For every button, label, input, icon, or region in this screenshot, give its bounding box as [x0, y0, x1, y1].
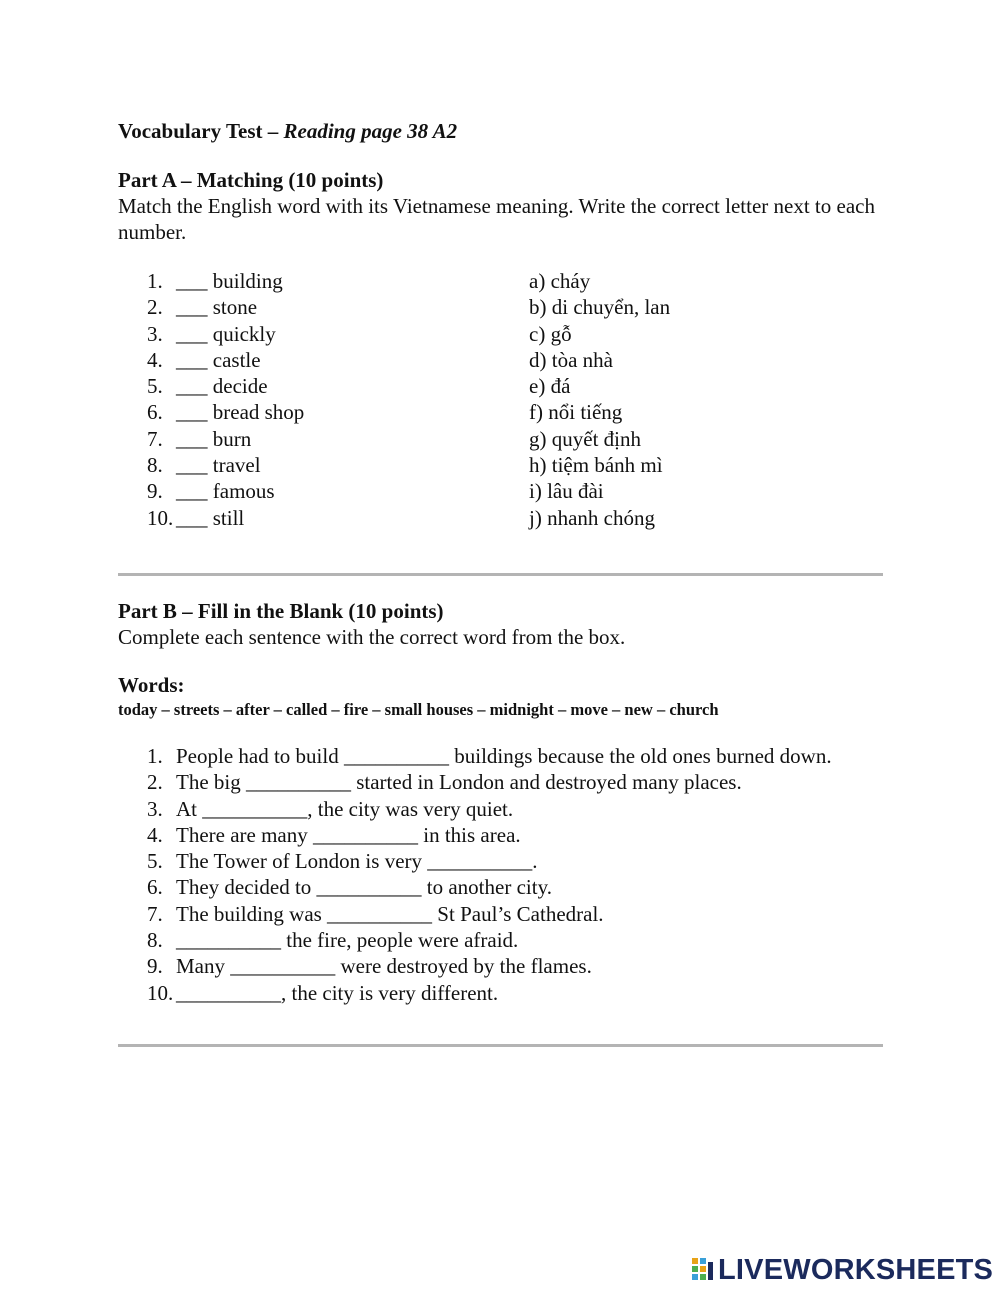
- meaning-item: e) đá: [529, 374, 571, 399]
- item-number: 8.: [147, 453, 163, 478]
- title-subtitle: Reading page 38 A2: [283, 119, 458, 143]
- meaning-item: j) nhanh chóng: [529, 505, 655, 530]
- sentence-text: The building was __________ St Paul’s Cathedral.: [176, 901, 604, 926]
- item-number: 3.: [147, 796, 163, 821]
- liveworksheets-logo-icon: [692, 1258, 714, 1282]
- word-text: ___ bread shop: [176, 400, 305, 425]
- item-number: 5.: [147, 849, 163, 874]
- item-number: 2.: [147, 295, 163, 320]
- sentence-item: [147, 953, 867, 979]
- part-a-section: [118, 167, 883, 533]
- word-text: ___ burn: [176, 426, 252, 451]
- liveworksheets-logo-text: LIVEWORKSHEETS: [718, 1254, 994, 1286]
- part-b-instructions: Complete each sentence with the correct word from the box.: [118, 625, 626, 649]
- word-text: ___ still: [176, 505, 245, 530]
- worksheet-content: [118, 117, 883, 1047]
- sentence-text: __________ the fire, people were afraid.: [176, 928, 519, 953]
- word-text: ___ decide: [176, 374, 268, 399]
- sentence-item: [147, 822, 867, 848]
- english-word-item: [147, 478, 304, 504]
- part-a-instructions: Match the English word with its Vietnamese meaning. Write the correct letter next to each number.: [118, 194, 875, 244]
- english-word-item: [147, 373, 304, 399]
- meaning-item: i) lâu đài: [529, 479, 604, 504]
- meaning-item: d) tòa nhà: [529, 347, 613, 372]
- item-number: 10.: [147, 505, 174, 530]
- sentence-item: [147, 927, 867, 953]
- meaning-item: g) quyết định: [529, 426, 641, 451]
- word-box-label: Words:: [118, 673, 185, 697]
- meaning-item: h) tiệm bánh mì: [529, 453, 663, 478]
- sentence-text: At __________, the city was very quiet.: [176, 796, 514, 821]
- english-word-item: [147, 268, 304, 294]
- sentence-item: [147, 848, 867, 874]
- meaning-item: f) nổi tiếng: [529, 400, 623, 425]
- sentence-text: The Tower of London is very __________.: [176, 849, 538, 874]
- part-b-heading: Part B – Fill in the Blank (10 points): [118, 599, 444, 623]
- word-text: ___ castle: [176, 347, 261, 372]
- sentence-item: [147, 901, 867, 927]
- english-word-item: [147, 294, 304, 320]
- item-number: 7.: [147, 426, 163, 451]
- sentence-list: [147, 743, 867, 1006]
- sentence-item: [147, 769, 867, 795]
- sentence-item: [147, 796, 867, 822]
- item-number: 9.: [147, 954, 163, 979]
- english-word-item: [147, 452, 304, 478]
- word-text: ___ quickly: [176, 321, 276, 346]
- item-number: 1.: [147, 744, 163, 768]
- english-word-item: [147, 347, 304, 373]
- title-prefix: Vocabulary Test –: [118, 119, 284, 143]
- vietnamese-meaning-list: [529, 268, 670, 531]
- word-text: ___ building: [176, 269, 283, 293]
- meaning-item: b) di chuyển, lan: [529, 295, 671, 320]
- sentence-text: Many __________ were destroyed by the flames.: [176, 954, 592, 979]
- sentence-text: The big __________ started in London and destroyed many places.: [176, 770, 742, 795]
- english-word-list: [147, 268, 304, 531]
- word-text: ___ stone: [176, 295, 258, 320]
- item-number: 5.: [147, 374, 163, 399]
- english-word-item: [147, 399, 304, 425]
- meaning-item: a) cháy: [529, 269, 591, 293]
- sentence-item: [147, 743, 867, 769]
- word-box-list: today – streets – after – called – fire – small houses – midnight – move – new – church: [118, 700, 719, 719]
- item-number: 7.: [147, 901, 163, 926]
- meaning-item: c) gỗ: [529, 321, 572, 346]
- liveworksheets-logo: [692, 1256, 993, 1284]
- item-number: 8.: [147, 928, 163, 953]
- matching-grid: [118, 268, 883, 533]
- sentence-text: People had to build __________ buildings because the old ones burned down.: [176, 744, 832, 768]
- item-number: 6.: [147, 875, 163, 900]
- part-b-section: [118, 598, 883, 1006]
- sentence-item: [147, 980, 867, 1006]
- item-number: 3.: [147, 321, 163, 346]
- section-divider: [118, 573, 883, 576]
- word-text: ___ famous: [176, 479, 275, 504]
- sentence-text: They decided to __________ to another city.: [176, 875, 552, 900]
- item-number: 6.: [147, 400, 163, 425]
- item-number: 1.: [147, 269, 163, 293]
- sentence-text: __________, the city is very different.: [176, 980, 499, 1005]
- section-divider: [118, 1044, 883, 1047]
- page-title: [118, 117, 883, 145]
- item-number: 4.: [147, 347, 163, 372]
- english-word-item: [147, 321, 304, 347]
- word-text: ___ travel: [176, 453, 261, 478]
- item-number: 2.: [147, 770, 163, 795]
- item-number: 10.: [147, 980, 174, 1005]
- sentence-item: [147, 874, 867, 900]
- sentence-text: There are many __________ in this area.: [176, 822, 521, 847]
- item-number: 9.: [147, 479, 163, 504]
- part-a-heading: Part A – Matching (10 points): [118, 168, 384, 192]
- english-word-item: [147, 426, 304, 452]
- item-number: 4.: [147, 822, 163, 847]
- english-word-item: [147, 505, 304, 531]
